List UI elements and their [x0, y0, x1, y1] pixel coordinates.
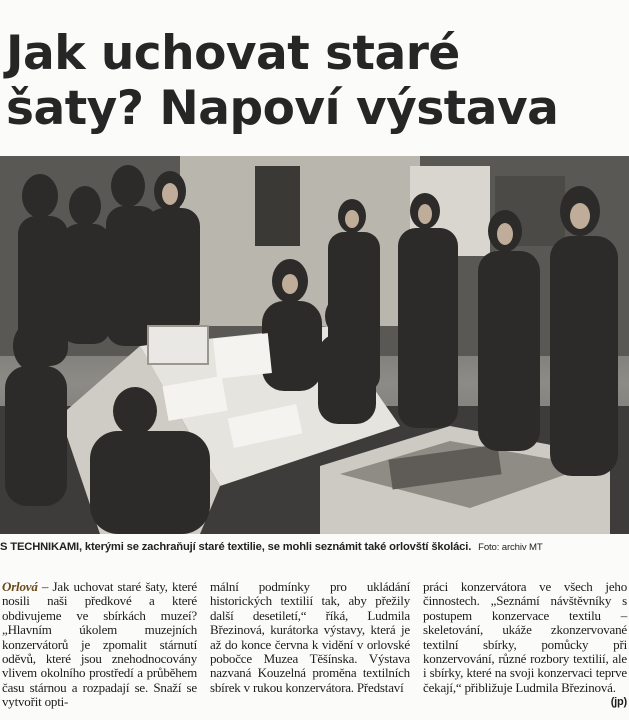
article-column-3: [423, 580, 627, 710]
article-body: [0, 580, 629, 720]
column-1-text: – Jak uchovat staré šaty, které nosili naši předkové a které obdivujeme ve sbírkách muzeí? „Hlavním úkolem muzejních konzervátorů je zpomalit stárnutí oděvů, které jsou znehodnocovány vlivem okolního prostředí a průběhem času stárnou a rozpadají se. Snaží se vytvořit opti-: [2, 579, 197, 710]
caption-text: S TECHNIKAMI, kterými se zachraňují staré textilie, se mohli seznámit také orlovští školáci.: [0, 541, 472, 553]
author-signature: (jp): [610, 696, 627, 709]
photo-caption: [0, 541, 629, 553]
headline: [6, 26, 626, 136]
article-column-2: [210, 580, 410, 695]
dateline-place: Orlová: [2, 579, 38, 594]
headline-line-2: šaty? Napoví výstava: [6, 81, 559, 136]
article-column-1: [2, 580, 197, 710]
photo-credit: Foto: archiv MT: [478, 542, 543, 553]
column-2-text: mální podmínky pro ukládání historických textilií tak, aby přežily další desetiletí,“ říká, Ludmila Březinová, kurátorka výstavy, která je až do konce června k vidění v orlovské pobočce Muzea Těšínska. Výstava nazvaná Kouzelná proměna textilních sbírek v rukou konzervátora. Představí: [210, 579, 410, 695]
article-photo: [0, 156, 629, 534]
headline-line-1: Jak uchovat staré: [6, 26, 460, 81]
column-3-text: práci konzervátora ve všech jeho činnostech. „Seznámí návštěvníky s postupem konzervace textilu – skeletování, ukáže zkonzervované textilní sbírky, pomůcky při konzervování, různé rozbory textilií, ale i sbírky, které na svoji konzervaci teprve čekají,“ přibližuje Ludmila Březinová.: [423, 579, 627, 695]
